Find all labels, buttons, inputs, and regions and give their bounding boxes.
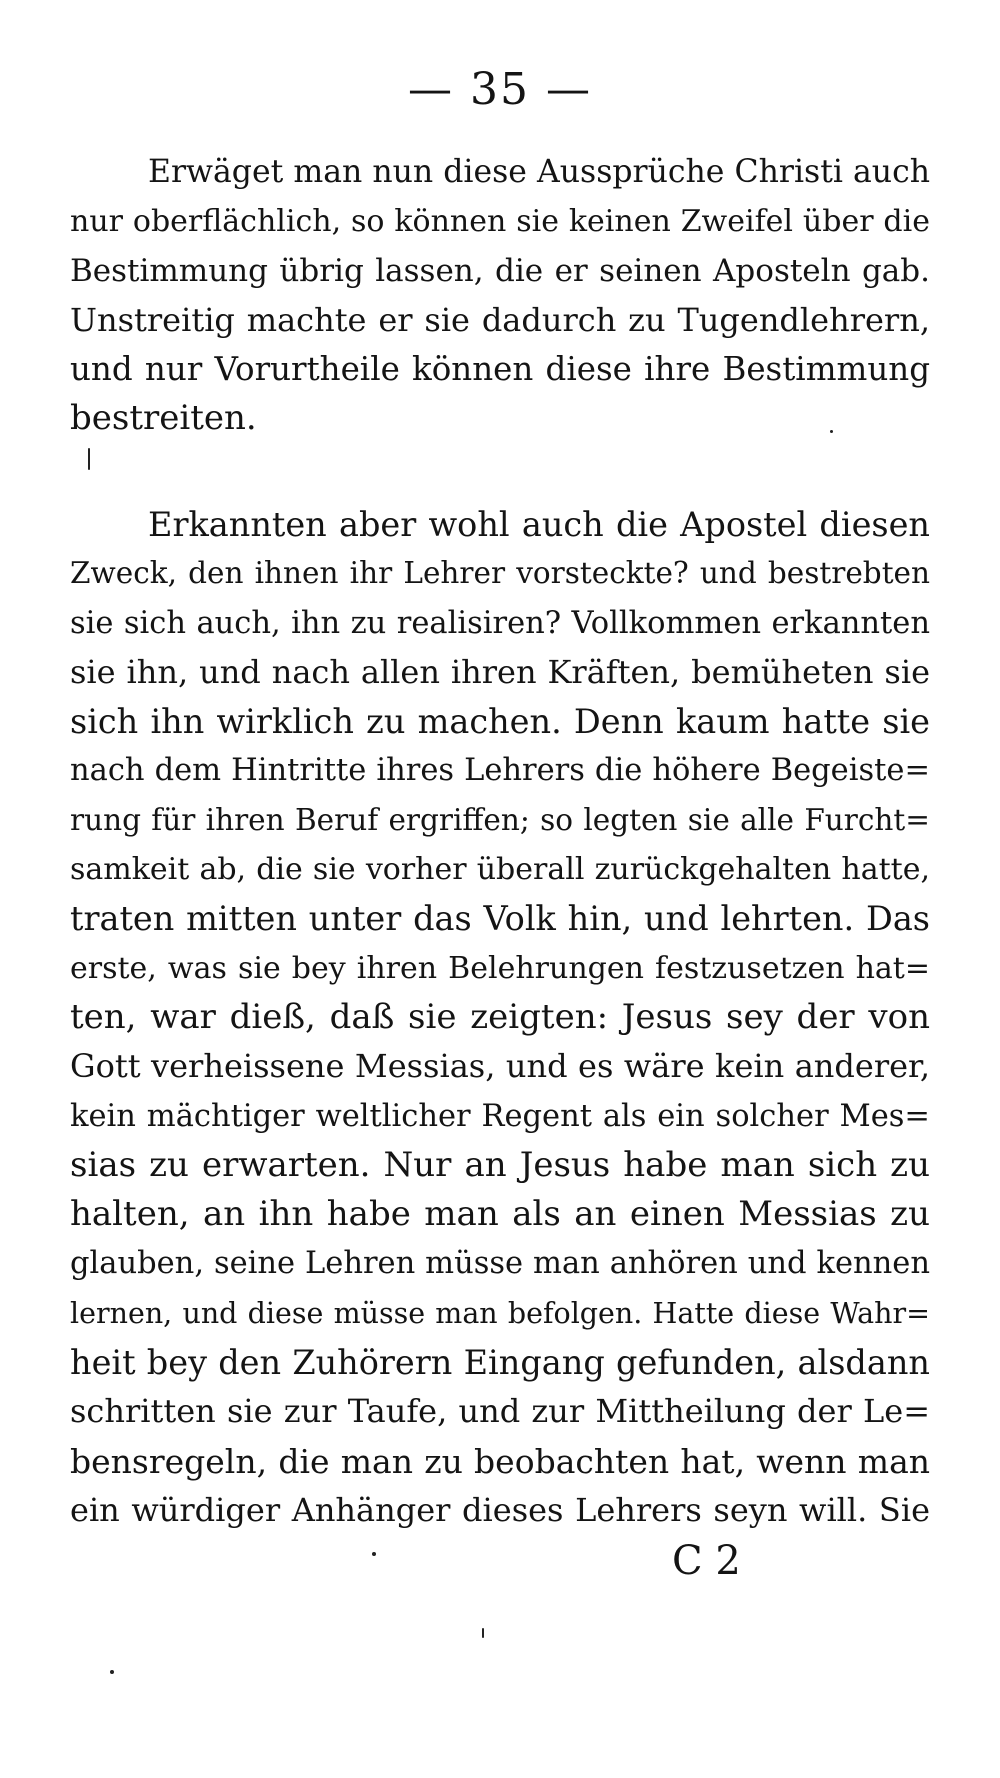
text-line: Erkannten aber wohl auch die Apostel diesen bbox=[148, 505, 930, 544]
text-line: ein würdiger Anhänger dieses Lehrers seyn will. Sie bbox=[70, 1490, 930, 1529]
text-line: Unstreitig machte er sie dadurch zu Tugendlehrern, bbox=[70, 300, 930, 339]
text-line: samkeit ab, die sie vorher überall zurückgehalten hatte, bbox=[70, 852, 930, 888]
page-number: — 35 — bbox=[408, 64, 592, 115]
text-line: schritten sie zur Taufe, und zur Mittheilung der Le= bbox=[70, 1392, 930, 1431]
text-line: ten, war dieß, daß sie zeigten: Jesus sey der von bbox=[70, 996, 930, 1037]
text-line: glauben, seine Lehren müsse man anhören und kennen bbox=[70, 1246, 930, 1282]
scan-speck bbox=[830, 430, 833, 433]
text-line: sie ihn, und nach allen ihren Kräften, bemüheten sie bbox=[70, 652, 930, 691]
text-line: halten, an ihn habe man als an einen Messias zu bbox=[70, 1194, 930, 1235]
text-line: sich ihn wirklich zu machen. Denn kaum hatte sie bbox=[70, 702, 930, 742]
text-line: sias zu erwarten. Nur an Jesus habe man sich zu bbox=[70, 1144, 930, 1185]
text-line: nach dem Hintritte ihres Lehrers die höhere Begeiste= bbox=[70, 753, 930, 789]
text-line: Erwäget man nun diese Aussprüche Christi auch bbox=[148, 154, 930, 190]
paragraph-2 bbox=[70, 500, 930, 1535]
text-line: Bestimmung übrig lassen, die er seinen Aposteln gab. bbox=[70, 252, 930, 289]
text-line: traten mitten unter das Volk hin, und lehrten. Das bbox=[70, 899, 930, 939]
scan-speck bbox=[372, 1552, 376, 1556]
text-line: und nur Vorurtheile können diese ihre Bestimmung bbox=[70, 350, 930, 389]
text-line: bensregeln, die man zu beobachten hat, wenn man bbox=[70, 1441, 930, 1481]
text-line: kein mächtiger weltlicher Regent als ein solcher Mes= bbox=[70, 1098, 930, 1134]
text-line: heit bey den Zuhörern Eingang gefunden, alsdann bbox=[70, 1343, 930, 1383]
scan-speck bbox=[110, 1670, 114, 1674]
text-line: Gott verheissene Messias, und es wäre kein anderer, bbox=[70, 1047, 930, 1086]
text-line: nur oberflächlich, so können sie keinen Zweifel über die bbox=[70, 204, 930, 240]
text-line: sie sich auch, ihn zu realisiren? Vollkommen erkannten bbox=[70, 605, 930, 641]
text-line: lernen, und diese müsse man befolgen. Hatte diese Wahr= bbox=[70, 1296, 930, 1330]
paragraph-1 bbox=[70, 148, 930, 444]
text-line: Zweck, den ihnen ihr Lehrer vorsteckte? und bestrebten bbox=[70, 556, 930, 591]
scan-speck bbox=[88, 448, 90, 470]
text-line: rung für ihren Beruf ergriffen; so legten sie alle Furcht= bbox=[70, 802, 930, 837]
scan-speck bbox=[482, 1628, 484, 1638]
text-line: bestreiten. bbox=[70, 398, 257, 439]
text-line: erste, was sie bey ihren Belehrungen festzusetzen hat= bbox=[70, 950, 930, 986]
signature-mark: C 2 bbox=[672, 1538, 741, 1584]
